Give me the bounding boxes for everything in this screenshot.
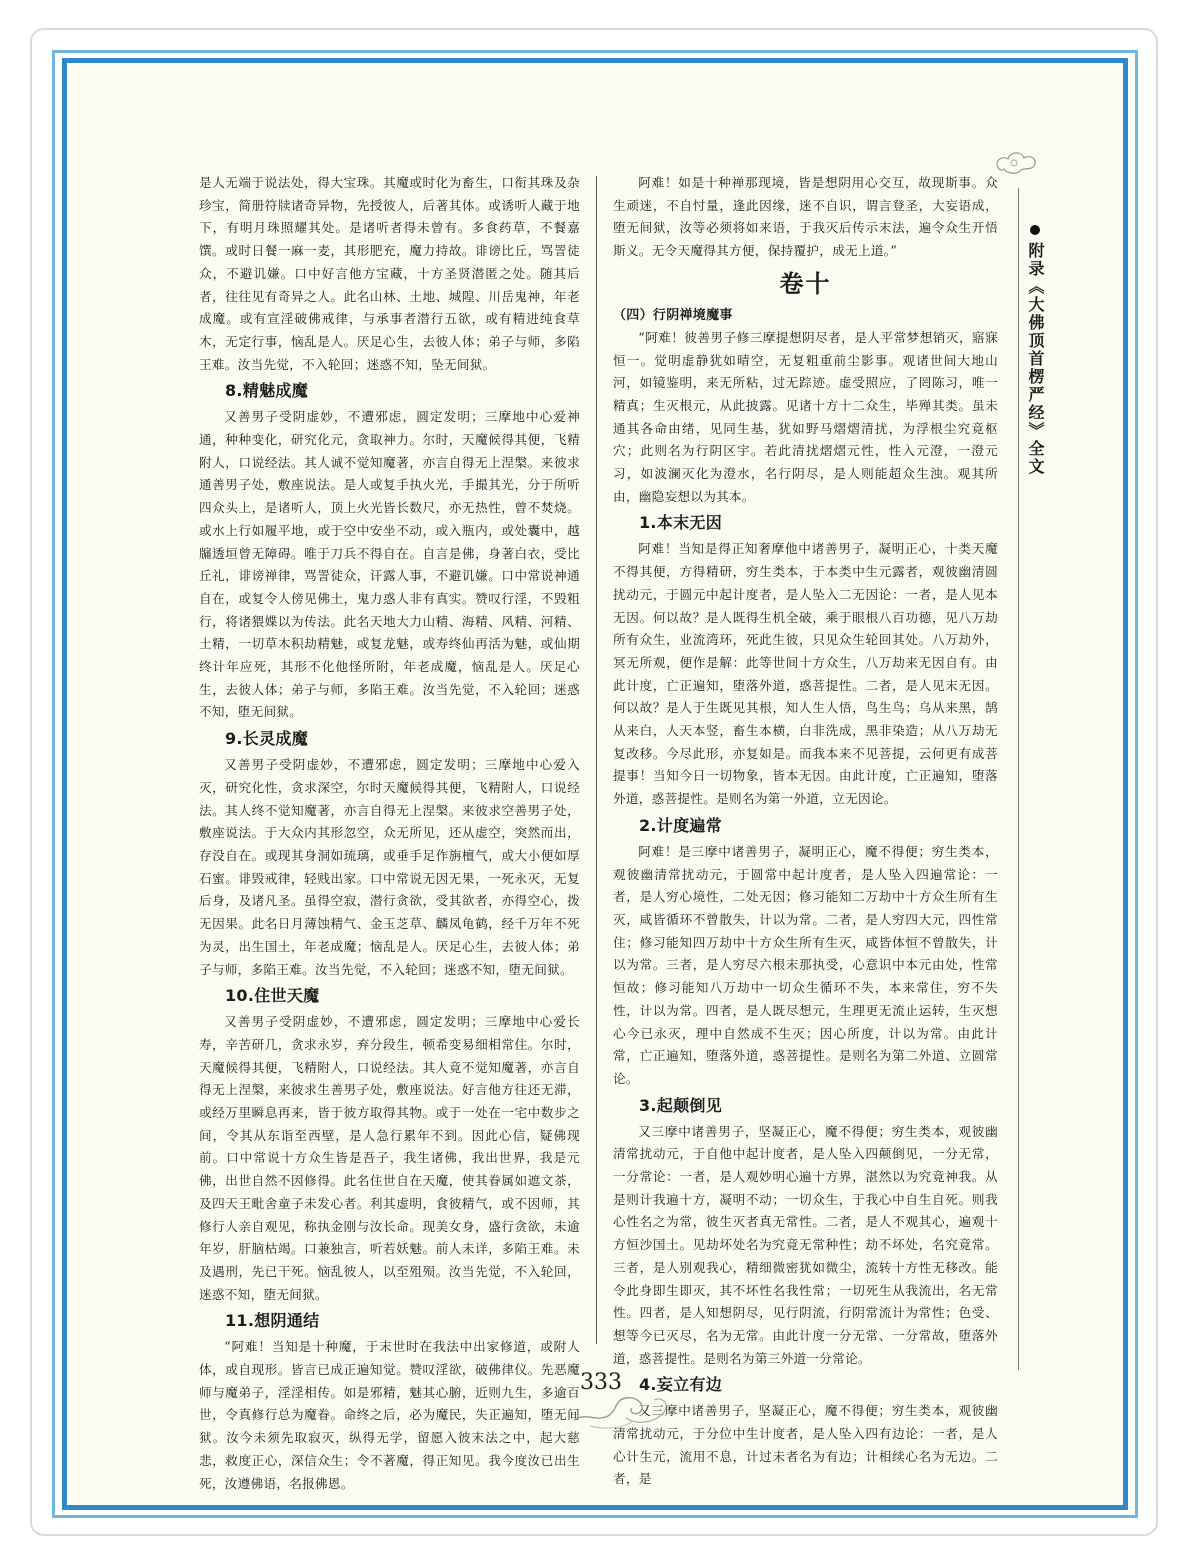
- body-paragraph: 阿难！当知是得正知奢摩他中诸善男子，凝明正心，十类天魔不得其便，方得精研，穷生类本，于本类中生元露者，观彼幽清圆扰动元，于圆元中起计度者，是人坠入二无因论：一者，是人见本无因。何以故？是人既得生机全破，乘于眼根八百功德，见八万劫所有众生，业流湾环，死此生彼，只见众生轮回其处。八万劫外，冥无所观，便作是解：此等世间十方众生，八万劫来无因自有。由此计度，亡正遍知，堕落外道，惑菩提性。二者，是人见末无因。何以故？是人于生既见其根，知人生人悟，鸟生鸟；乌从来黑，鹄从来白，人天本竖，畜生本横，白非洗成，黑非染造；从八万劫无复改移。今尽此形，亦复如是。而我本来不见菩提，云何更有成菩提事！当知今日一切物象，皆本无因。由此计度，亡正遍知，堕落外道，惑菩提性。是则名为第一外道，立无因论。: [613, 541, 998, 807]
- body-paragraph: 又善男子受阴虚妙，不遭邪虑，圆定发明；三摩地中心爱入灭，研究化性，贪求深空，尔时天魔候得其便，飞精附人，口说经法。其人终不觉知魔著，亦言自得无上涅槃。来彼求空善男子处，敷座说法。于大众内其形忽空，众无所见，还从虚空，突然而出，存没自在。或现其身洞如琉璃，或垂手足作旃檀气，或大小便如厚石蜜。诽毁戒律，轻贱出家。口中常说无因无果，一死永灭，无复后身，及诸凡圣。虽得空寂，潜行贪欲，受其欲者，亦得空心，拨无因果。此名日月薄蚀精气、金玉芝草、麟凤龟鹤，经千万年不死为灵，出生国土，年老成魔；恼乱是人。厌足心生，去彼人体；弟子与师，多陷王难。汝当先觉，不入轮回；迷惑不知，堕无间狱。: [199, 757, 580, 977]
- body-paragraph: 又三摩中诸善男子，坚凝正心，魔不得便；穷生类本，观彼幽清常扰动元，于自他中起计度者，是人坠入四颠倒见，一分无常，一分常论：一者，是人观妙明心遍十方界，湛然以为究竟神我。从是则计我遍十方，凝明不动；一切众生，于我心中自生自死。则我心性名之为常，彼生灭者真无常性。二者，是人不观其心，遍观十方恒沙国土。见劫坏处名为究竟无常种性；劫不坏处，名究竟常。三者，是人别观我心，精细微密犹如微尘，流转十方性无移改。能令此身即生即灭，其不坏性名我性常；一切死生从我流出，名无常性。四者，是人知想阴尽，见行阴流，行阴常流计为常性；色受、想等今已灭尽，名为无常。由此计度一分无常、一分常故，堕落外道，惑菩提性。是则名为第三外道一分常论。: [613, 1123, 998, 1366]
- section-heading: 9.长灵成魔: [225, 729, 309, 749]
- section-heading: 1.本末无因: [639, 513, 723, 533]
- left-text-column: [199, 172, 580, 1495]
- margin-rule: [1018, 188, 1019, 1370]
- body-paragraph: 又善男子受阴虚妙，不遭邪虑，圆定发明；三摩地中心爱长寿，辛苦研几，贪求永岁，弃分段生，顿希变易细相常住。尔时，天魔候得其便，飞精附人，口说经法。其人竟不觉知魔著，亦言自得无上涅槃，来彼求生善男子处，敷座说法。好言他方往还无滞，或经万里瞬息再来，皆于彼方取得其物。或于一处在一宅中数步之间，令其从东诣至西壁，是人急行累年不到。因此心信，疑佛现前。口中常说十方众生皆是吾子，我生诸佛，我出世界，我是元佛，出世自然不因修得。此名住世自在天魔，使其眷属如遮文茶，及四天王毗舍童子未发心者。利其虚明，食彼精气，或不因师，其修行人亲自观见，称执金刚与汝长命。现美女身，盛行贪欲，未逾年岁，肝脑枯竭。口兼独言，听若妖魅。前人未详，多陷王难。未及遇刑，先已干死。恼乱彼人，以至殂殒。汝当先觉，不入轮回，迷惑不知，堕无间狱。: [199, 1014, 580, 1302]
- section-heading: 3.起颠倒见: [639, 1095, 723, 1115]
- right-text-column: [613, 172, 998, 1491]
- cloud-ornament-icon: [992, 147, 1040, 177]
- section-heading: 2.计度遍常: [639, 815, 723, 835]
- cloud-swirl-icon: [566, 1382, 676, 1432]
- body-paragraph: “阿难！当知是十种魔，于末世时在我法中出家修道，或附人体，或自现形。皆言已成正遍知觉。赞叹淫欲，破佛律仪。先恶魔师与魔弟子，淫淫相传。如是邪精，魅其心腑，近则九生，多逾百世，令真修行总为魔眷。命终之后，必为魔民，失正遍知，堕无间狱。汝今未须先取寂灭，纵得无学，留愿入彼末法之中，起大慈悲，救度正心，深信众生；令不著魔，得正知见。我今度汝已出生死，汝遵佛语，名报佛恩。: [199, 1339, 580, 1491]
- body-paragraph: 阿难！如是十种禅那现境，皆是想阴用心交互，故现斯事。众生顽迷，不自忖量，逢此因缘，迷不自识，谓言登圣，大妄语成，堕无间狱，汝等必须将如来语，于我灭后传示末法，遍令众生开悟斯义。无令天魔得其方便，保持覆护，成无上道。”: [613, 175, 998, 259]
- bullet-dot-icon: [1030, 225, 1040, 235]
- body-paragraph: 是人无端于说法处，得大宝珠。其魔或时化为畜生，口衔其珠及杂珍宝，简册符牍诸奇异物，先授彼人，后著其体。或诱听人藏于地下，有明月珠照耀其处。是诸听者得未曾有。多食药草，不餐嘉馔。或时日餐一麻一麦，其形肥充，魔力持故。诽谤比丘，骂詈徒众，不避讥嫌。口中好言他方宝藏，十方圣贤潜匿之处。随其后者，往往见有奇异之人。此名山林、土地、城隍、川岳鬼神，年老成魔。或有宣淫破佛戒律，与承事者潜行五欲，或有精进纯食草木，无定行事，恼乱是人。厌足心生，去彼人体；弟子与师，多陷王难。汝当先觉，不入轮回；迷惑不知，坠无间狱。: [199, 175, 580, 372]
- section-heading: 4.妄立有边: [639, 1375, 723, 1395]
- side-section-label: 附录《大佛顶首楞严经》全文: [1026, 242, 1045, 476]
- section-heading: 8.精魅成魔: [225, 381, 309, 401]
- section-heading: 11.想阴通结: [225, 1311, 320, 1331]
- section-heading: 10.住世天魔: [225, 986, 320, 1006]
- body-paragraph: 又三摩中诸善男子，坚凝正心，魔不得便；穷生类本，观彼幽清常扰动元，于分位中生计度者，是人坠入四有边论：一者，是人心计生元，流用不息，计过未者名为有边；计相续心名为无边。二者，是: [613, 1403, 998, 1487]
- body-paragraph: 阿难！是三摩中诸善男子，凝明正心，魔不得便；穷生类本，观彼幽清常扰动元，于圆常中起计度者，是人坠入四遍常论：一者，是人穷心境性，二处无因；修习能知二万劫中十方众生所有生灭，咸皆循环不曾散失，计以为常。二者，是人穷四大元，四性常住；修习能知四万劫中十方众生所有生灭，咸皆体恒不曾散失，计以为常。三者，是人穷尽六根末那执受，心意识中本元由处，性常恒故；修习能知八万劫中一切众生循环不失，本来常住，穷不失性，计以为常。四者，是人既尽想元，生理更无流止运转，生灭想心今已永灭，理中自然成不生灭；因心所度，计以为常。由此计常，亡正遍知，堕落外道，惑菩提性。是则名为第二外道、立圆常论。: [613, 843, 998, 1086]
- body-paragraph: 又善男子受阴虚妙，不遭邪虑，圆定发明；三摩地中心爱神通，种种变化，研究化元，贪取神力。尔时，天魔候得其便，飞精附人，口说经法。其人诚不觉知魔著，亦言自得无上涅槃。来彼求通善男子处，敷座说法。是人或复手执火光，手撮其光，分于所听四众头上，是诸听人，顶上火光皆长数尺，亦无热性，曾不焚烧。或水上行如履平地，或于空中安坐不动，或入瓶内，或处囊中，越牖透垣曾无障碍。唯于刀兵不得自在。自言是佛，身著白衣，受比丘礼，诽谤禅律，骂詈徒众，讦露人事，不避讥嫌。口中常说神通自在，或复令人傍见佛土，鬼力惑人非有真实。赞叹行淫，不毁粗行，将诸猥媟以为传法。此名天地大力山精、海精、风精、河精、土精，一切草木积劫精魅，或复龙魅，或寿终仙再活为魅，或仙期终计年应死，其形不化他怪所附，年老成魔，恼乱是人。厌足心生，去彼人体；弟子与师，多陷王难。汝当先觉，不入轮回；迷惑不知，堕无间狱。: [199, 409, 580, 720]
- body-paragraph: “阿难！彼善男子修三摩提想阴尽者，是人平常梦想销灭，寤寐恒一。觉明虚静犹如晴空，无复粗重前尘影事。观诸世间大地山河，如镜鉴明，来无所粘，过无踪迹。虚受照应，了罔陈习，唯一精真；生灭根元，从此披露。见诸十方十二众生，毕殚其类。虽未通其各命由绪，见同生基，犹如野马熠熠清扰，为浮根尘究竟枢穴；此则名为行阴区宇。若此清扰熠熠元性，性入元澄，一澄元习，如波澜灭化为澄水，名行阴尽，是人则能超众生浊。观其所由，幽隐妄想以为其本。: [613, 329, 998, 504]
- chapter-title: 卷十: [779, 269, 832, 298]
- page-number: 333: [580, 1370, 622, 1395]
- column-divider: [596, 176, 597, 1344]
- subsection-heading: （四）行阴禅境魔事: [613, 307, 733, 323]
